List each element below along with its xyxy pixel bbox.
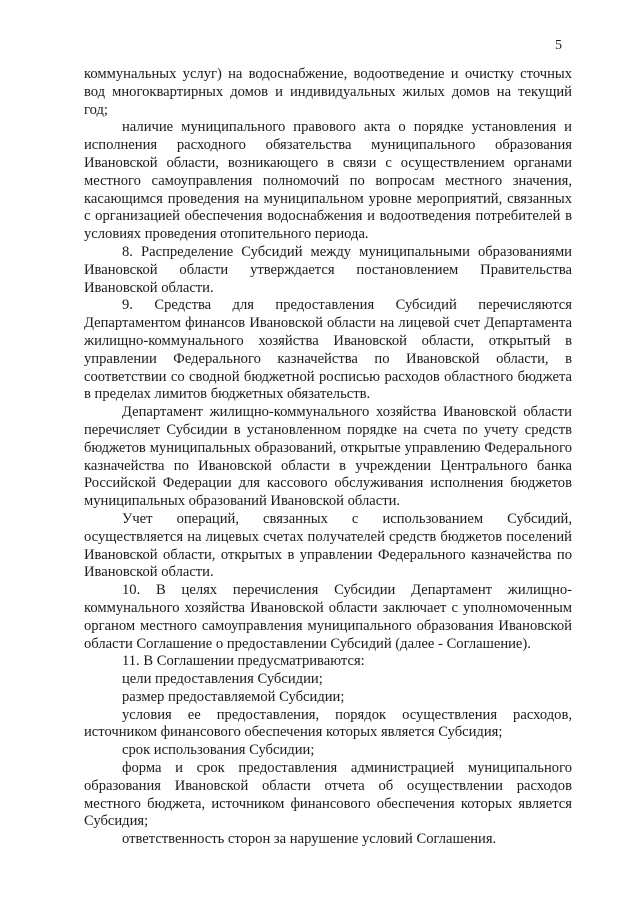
list-item-term: срок использования Субсидии;	[122, 742, 315, 759]
paragraph-accounting: Учет операций, связанных с использованием Субсидий, осуществляется на лицевых счетах получателей средств бюджетов поселений Ивановской области, открытых в управлении Федерального казначейства по Ивановской области.	[84, 510, 572, 581]
page-number: 5	[555, 38, 562, 53]
paragraph-item-10: 10. В целях перечисления Субсидии Департамент жилищно-коммунального хозяйства Ивановской области заключает с уполномоченным органом местного самоуправления муниципального образования Ивановской области Соглашение о предоставлении Субсидий (далее - Соглашение).	[84, 582, 572, 652]
list-item-liability: ответственность сторон за нарушение условий Соглашения.	[122, 831, 497, 848]
document-body	[84, 66, 572, 849]
paragraph-continuation: коммунальных услуг) на водоснабжение, водоотведение и очистку сточных вод многоквартирных домов и индивидуальных жилых домов на текущий год;	[84, 66, 572, 118]
paragraph-item-8: 8. Распределение Субсидий между муниципальными образованиями Ивановской области утверждается постановлением Правительства Ивановской области.	[84, 243, 572, 296]
list-item-conditions: условия ее предоставления, порядок осуществления расходов, источником финансового обеспечения которых является Субсидия;	[84, 706, 572, 741]
list-item-amount: размер предоставляемой Субсидии;	[122, 688, 345, 705]
list-item-purpose: цели предоставления Субсидии;	[122, 671, 323, 688]
paragraph-item-9: 9. Средства для предоставления Субсидий перечисляются Департаментом финансов Ивановской области на лицевой счет Департамента жилищно-коммунального хозяйства Ивановской области, открытый в управлении Федерального казначейства по Ивановской области, в соответствии со сводной бюджетной росписью расходов областного бюджета в пределах лимитов бюджетных обязательств.	[84, 297, 572, 403]
list-item-reporting: форма и срок предоставления администрацией муниципального образования Ивановской области отчета об осуществлении расходов местного бюджета, источником финансового обеспечения которых является Субсидия;	[84, 760, 572, 830]
paragraph-transfer-procedure: Департамент жилищно-коммунального хозяйства Ивановской области перечисляет Субсидии в установленном порядке на счета по учету средств бюджетов муниципальных образований, открытые управлению Федерального казначейства по Ивановской области в учреждении Центрального банка Российской Федерации для кассового обслуживания исполнения бюджетов муниципальных образований Ивановской области.	[84, 404, 572, 510]
paragraph-legal-act-requirement: наличие муниципального правового акта о порядке установления и исполнения расходного обязательства муниципального образования Ивановской области, возникающего в связи с осуществлением органами местного самоуправления полномочий по вопросам местного значения, касающимся проведения на муниципальном уровне мероприятий, связанных с организацией обеспечения водоснабжения и водоотведения потребителей в условиях проведения отопительного периода.	[84, 119, 572, 243]
paragraph-item-11: 11. В Соглашении предусматриваются:	[122, 653, 365, 670]
